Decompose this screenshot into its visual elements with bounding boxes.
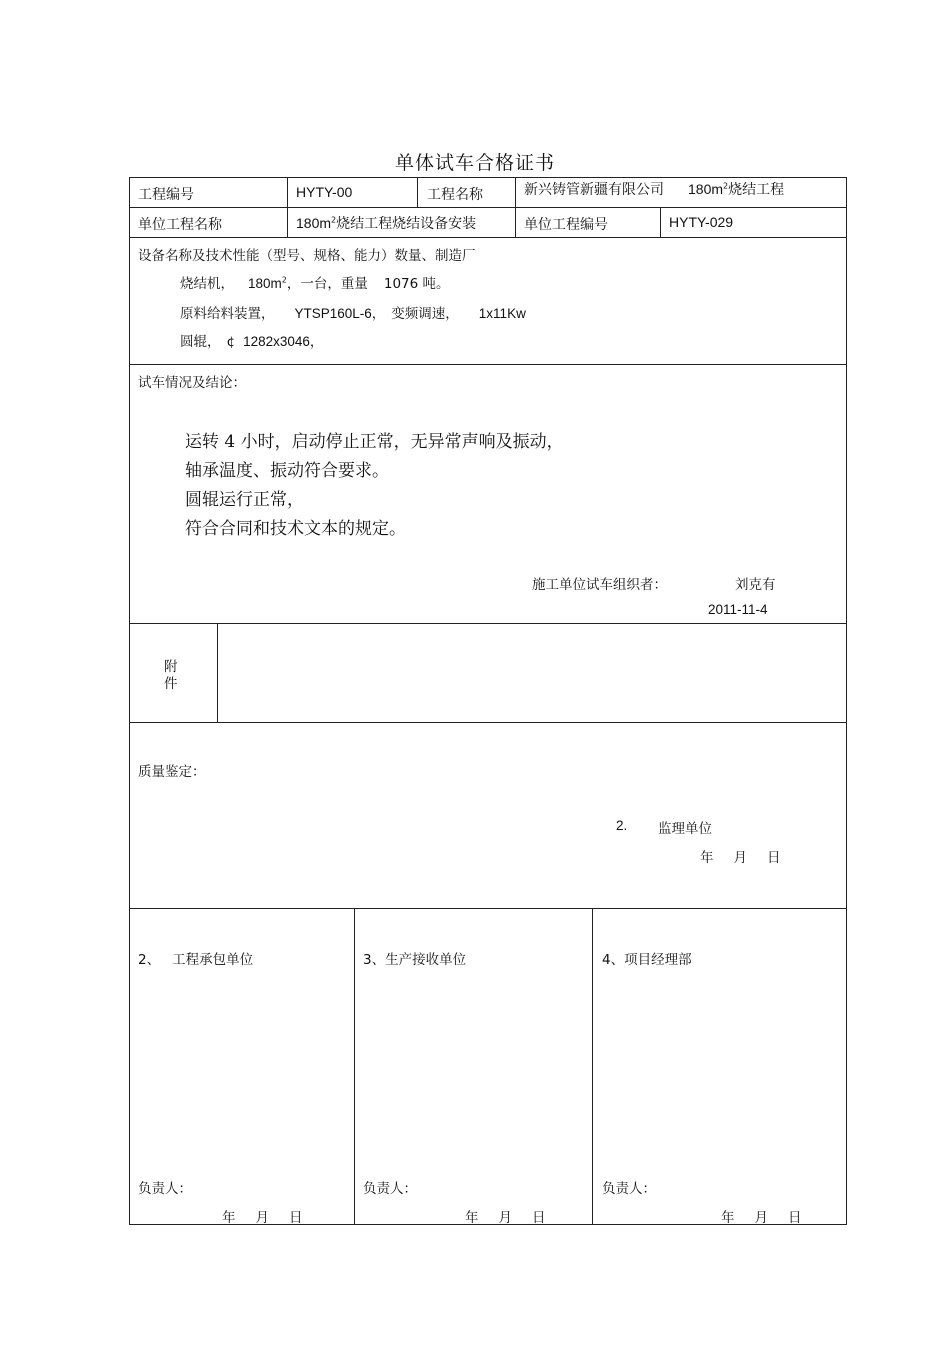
unit-name-suffix: 烧结工程烧结设备安装 xyxy=(336,216,477,232)
signature-3-label: 项目经理部 xyxy=(624,952,692,968)
attachment-label-1: 附 xyxy=(164,659,178,675)
equipment-line-1 xyxy=(180,272,450,292)
equipment-line-3 xyxy=(180,330,323,350)
signature-3-year: 年 xyxy=(721,1210,735,1226)
equipment-line-2 xyxy=(180,302,526,322)
equipment-1-count: ，一台，重量 xyxy=(286,276,368,292)
project-name-sup: 2 xyxy=(723,181,729,191)
equipment-1-name: 烧结机， xyxy=(180,276,234,292)
project-no-label: 工程编号 xyxy=(138,187,194,203)
unit-no-value: HYTY-029 xyxy=(669,214,734,230)
trial-heading: 试车情况及结论： xyxy=(138,375,246,391)
quality-date xyxy=(700,846,781,866)
trial-conclusion-4: 符合合同和技术文本的规定。 xyxy=(185,519,406,539)
signature-3-responsible: 负责人： xyxy=(602,1181,656,1197)
signature-2-label: 生产接收单位 xyxy=(385,952,467,968)
equipment-heading: 设备名称及技术性能（型号、规格、能力）数量、制造厂 xyxy=(138,248,476,264)
trial-conclusion-2: 轴承温度、振动符合要求。 xyxy=(185,461,389,481)
signature-1-title xyxy=(138,948,253,968)
signature-2-responsible: 负责人： xyxy=(363,1181,417,1197)
unit-name-value xyxy=(296,213,476,233)
signature-3-no: 4、 xyxy=(602,952,625,968)
project-no-value: HYTY-00 xyxy=(296,184,353,200)
equipment-2-model: YTSP160L-6， xyxy=(294,306,386,321)
equipment-1-area: 180m xyxy=(248,276,282,291)
project-name-value xyxy=(524,179,784,199)
signature-1-no: 2、 xyxy=(138,952,161,968)
unit-name-area: 180m xyxy=(296,215,332,231)
trial-conclusion-1: 运转 4 小时，启动停止正常，无异常声响及振动， xyxy=(185,432,564,452)
unit-no-label: 单位工程编号 xyxy=(524,217,608,233)
quality-year: 年 xyxy=(700,850,714,866)
quality-day: 日 xyxy=(767,850,781,866)
signature-2-date xyxy=(465,1206,546,1226)
equipment-1-weight: 1076 吨。 xyxy=(383,276,450,292)
signature-3-day: 日 xyxy=(788,1210,802,1226)
unit-name-sup: 2 xyxy=(331,215,337,225)
signature-1-day: 日 xyxy=(289,1210,303,1226)
signature-1-label: 工程承包单位 xyxy=(172,952,254,968)
signature-1-responsible: 负责人： xyxy=(138,1181,192,1197)
trial-organizer-label: 施工单位试车组织者： xyxy=(532,577,667,593)
signature-2-month: 月 xyxy=(498,1210,512,1226)
unit-name-label: 单位工程名称 xyxy=(138,217,222,233)
trial-organizer-name: 刘克有 xyxy=(735,577,776,593)
trial-date: 2011-11-4 xyxy=(708,602,768,617)
quality-heading: 质量鉴定： xyxy=(138,764,206,780)
signature-1-date xyxy=(222,1206,303,1226)
signature-3-month: 月 xyxy=(754,1210,768,1226)
equipment-2-name: 原料给料装置， xyxy=(180,306,275,322)
trial-conclusion-3: 圆辊运行正常， xyxy=(185,490,304,510)
signature-3-title xyxy=(602,948,692,968)
project-name-label: 工程名称 xyxy=(427,187,483,203)
equipment-1-sup: 2 xyxy=(281,275,287,285)
quality-month: 月 xyxy=(733,850,747,866)
document-title: 单体试车合格证书 xyxy=(394,152,555,174)
project-name-suffix: 烧结工程 xyxy=(728,182,785,198)
signature-2-title xyxy=(363,948,466,968)
project-name-company: 新兴铸管新疆有限公司 xyxy=(524,182,664,198)
signature-1-month: 月 xyxy=(255,1210,269,1226)
signature-2-year: 年 xyxy=(465,1210,479,1226)
quality-item-no: 2. xyxy=(616,818,628,833)
project-name-area: 180m xyxy=(688,181,724,197)
equipment-3-size: 1282x3046， xyxy=(243,334,324,349)
equipment-2-mode: 变频调速， xyxy=(391,306,459,322)
signature-1-year: 年 xyxy=(222,1210,236,1226)
signature-3-date xyxy=(721,1206,802,1226)
signature-2-day: 日 xyxy=(532,1210,546,1226)
signature-2-no: 3、 xyxy=(363,952,386,968)
equipment-3-symbol: ¢ xyxy=(226,334,236,350)
equipment-2-power: 1x11Kw xyxy=(478,306,526,321)
equipment-3-name: 圆辊， xyxy=(180,334,221,350)
quality-item-label: 监理单位 xyxy=(658,821,712,837)
attachment-label-2: 件 xyxy=(164,676,178,692)
